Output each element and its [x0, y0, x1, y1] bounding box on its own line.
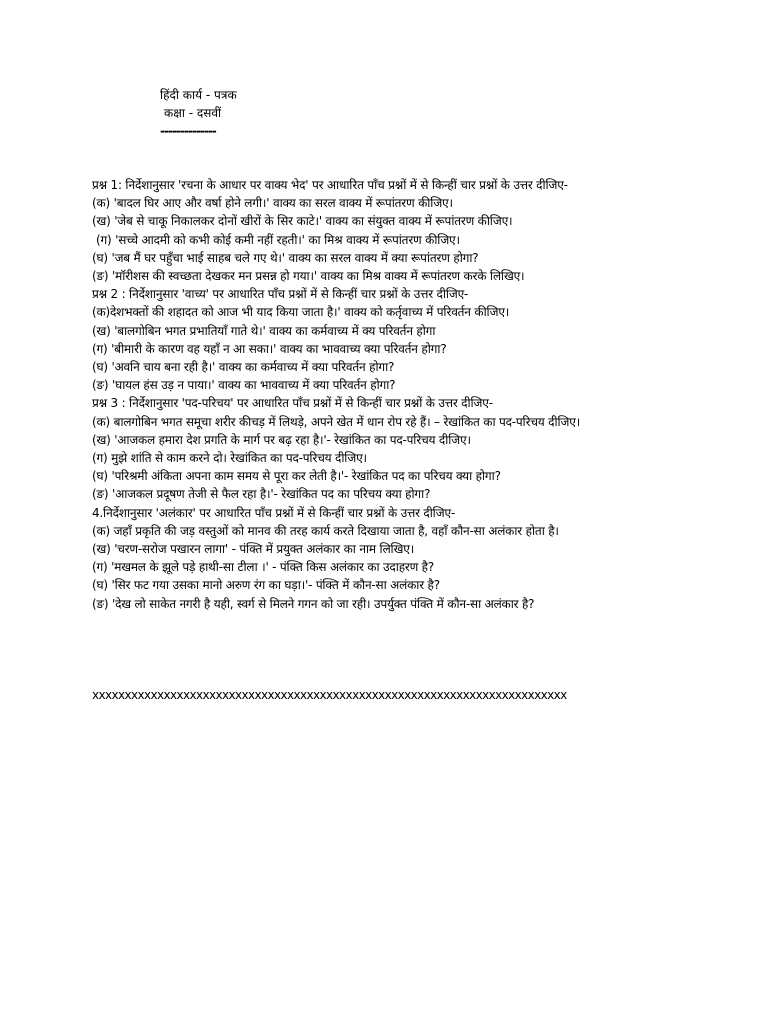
header-rule: --------------	[160, 124, 216, 138]
question-item: (ग) 'मखमल के झूले पड़े हाथी-सा टीला ।' - पंक्ति किस अलंकार का उदाहरण है?	[92, 560, 435, 575]
worksheet-title: हिंदी कार्य - पत्रक	[160, 88, 237, 102]
question-1-heading: प्रश्न 1: निर्देशानुसार 'रचना के आधार पर वाक्य भेद' पर आधारित पाँच प्रश्नों में से किन्हीं चार प्रश्नों के उत्तर दीजिए-	[92, 178, 568, 192]
question-item: (ङ) 'आजकल प्रदूषण तेजी से फैल रहा है।'- रेखांकित पद का परिचय क्या होगा?	[92, 487, 431, 502]
question-item: (ङ) 'मॉरीशस की स्वच्छता देखकर मन प्रसन्न हो गया।' वाक्य का मिश्र वाक्य में रूपांतरण करके लिखिए।	[92, 269, 525, 284]
question-item: (ख) 'चरण-सरोज पखारन लागा' - पंक्ति में प्रयुक्त अलंकार का नाम लिखिए।	[92, 542, 415, 557]
question-item: (ख) 'आजकल हमारा देश प्रगति के मार्ग पर बढ़ रहा है।'- रेखांकित का पद-परिचय दीजिए।	[92, 432, 471, 447]
question-item: (ख) 'बालगोबिन भगत प्रभातियाँ गाते थे।' वाक्य का कर्मवाच्य में क्य परिवर्तन होगा	[92, 323, 436, 338]
question-item: (घ) 'अवनि चाय बना रही है।' वाक्य का कर्मवाच्य में क्या परिवर्तन होगा?	[92, 360, 395, 375]
question-item: (ङ) 'घायल हंस उड़ न पाया।' वाक्य का भाववाच्य में क्या परिवर्तन होगा?	[92, 378, 396, 393]
question-4-heading: 4.निर्देशानुसार 'अलंकार' पर आधारित पाँच प्रश्नों में से किन्हीं चार प्रश्नों के उत्तर दीजिए-	[92, 505, 456, 520]
question-3-heading: प्रश्न 3 : निर्देशानुसार 'पद-परिचय' पर आधारित पाँच प्रश्नों में से किन्हीं चार प्रश्नों के उत्तर दीजिए-	[92, 396, 493, 411]
questions-body	[92, 176, 682, 613]
question-item: (ग) मुझे शांति से काम करने दो। रेखांकित का पद-परिचय दीजिए।	[92, 451, 367, 466]
question-item: (घ) 'परिश्रमी अंकिता अपना काम समय से पूरा कर लेती है।'- रेखांकित पद का परिचय क्या होगा?	[92, 469, 501, 484]
question-item: (ङ) 'देख लो साकेत नगरी है यही, स्वर्ग से मिलने गगन को जा रही। उपर्युक्त पंक्ति में कौन-सा अलंकार है?	[92, 596, 535, 611]
question-item: (ग) 'सच्चे आदमी को कभी कोई कमी नहीं रहती।' का मिश्र वाक्य में रूपांतरण कीजिए।	[96, 232, 460, 247]
question-item: (ग) 'बीमारी के कारण वह यहाँ न आ सका।' वाक्य का भाववाच्य क्या परिवर्तन होगा?	[92, 341, 447, 356]
question-item: (क) जहाँ प्रकृति की जड़ वस्तुओं को मानव की तरह कार्य करते दिखाया जाता है, वहाँ कौन-सा अलंकार होता है।	[92, 523, 559, 538]
question-item: (क) 'बादल घिर आए और वर्षा होने लगी।' वाक्य का सरल वाक्य में रूपांतरण कीजिए।	[92, 196, 453, 211]
question-2-heading: प्रश्न 2 : निर्देशानुसार 'वाच्य' पर आधारित पाँच प्रश्नों में से किन्हीं चार प्रश्नों के उत्तर दीजिए-	[92, 287, 469, 302]
class-label: कक्षा - दसवीं	[164, 106, 222, 120]
question-item: (क)देशभक्तों की शहादत को आज भी याद किया जाता है।' वाक्य को कर्तृवाच्य में परिवर्तन कीजिए।	[92, 305, 510, 320]
question-item: (घ) 'जब मैं घर पहुँचा भाई साहब चले गए थे।' वाक्य का सरल वाक्य में क्या रूपांतरण होगा?	[92, 250, 479, 265]
question-item: (घ) 'सिर फट गया उसका मानो अरुण रंग का घड़ा।'- पंक्ति में कौन-सा अलंकार है?	[92, 578, 440, 593]
footer-separator: xxxxxxxxxxxxxxxxxxxxxxxxxxxxxxxxxxxxxxxxxxxxxxxxxxxxxxxxxxxxxxxxxxxxxxxxx	[92, 688, 567, 702]
question-item: (ख) 'जेब से चाकू निकालकर दोनों खीरों के सिर काटे।' वाक्य का संयुक्त वाक्य में रूपांतरण कीजिए।	[92, 214, 513, 229]
question-item: (क) बालगोबिन भगत समूचा शरीर कीचड़ में लिथड़े, अपने खेत में धान रोप रहे हैं। – रेखांकित का पद-परिचय दीजिए।	[92, 414, 581, 429]
worksheet-header	[160, 86, 237, 140]
